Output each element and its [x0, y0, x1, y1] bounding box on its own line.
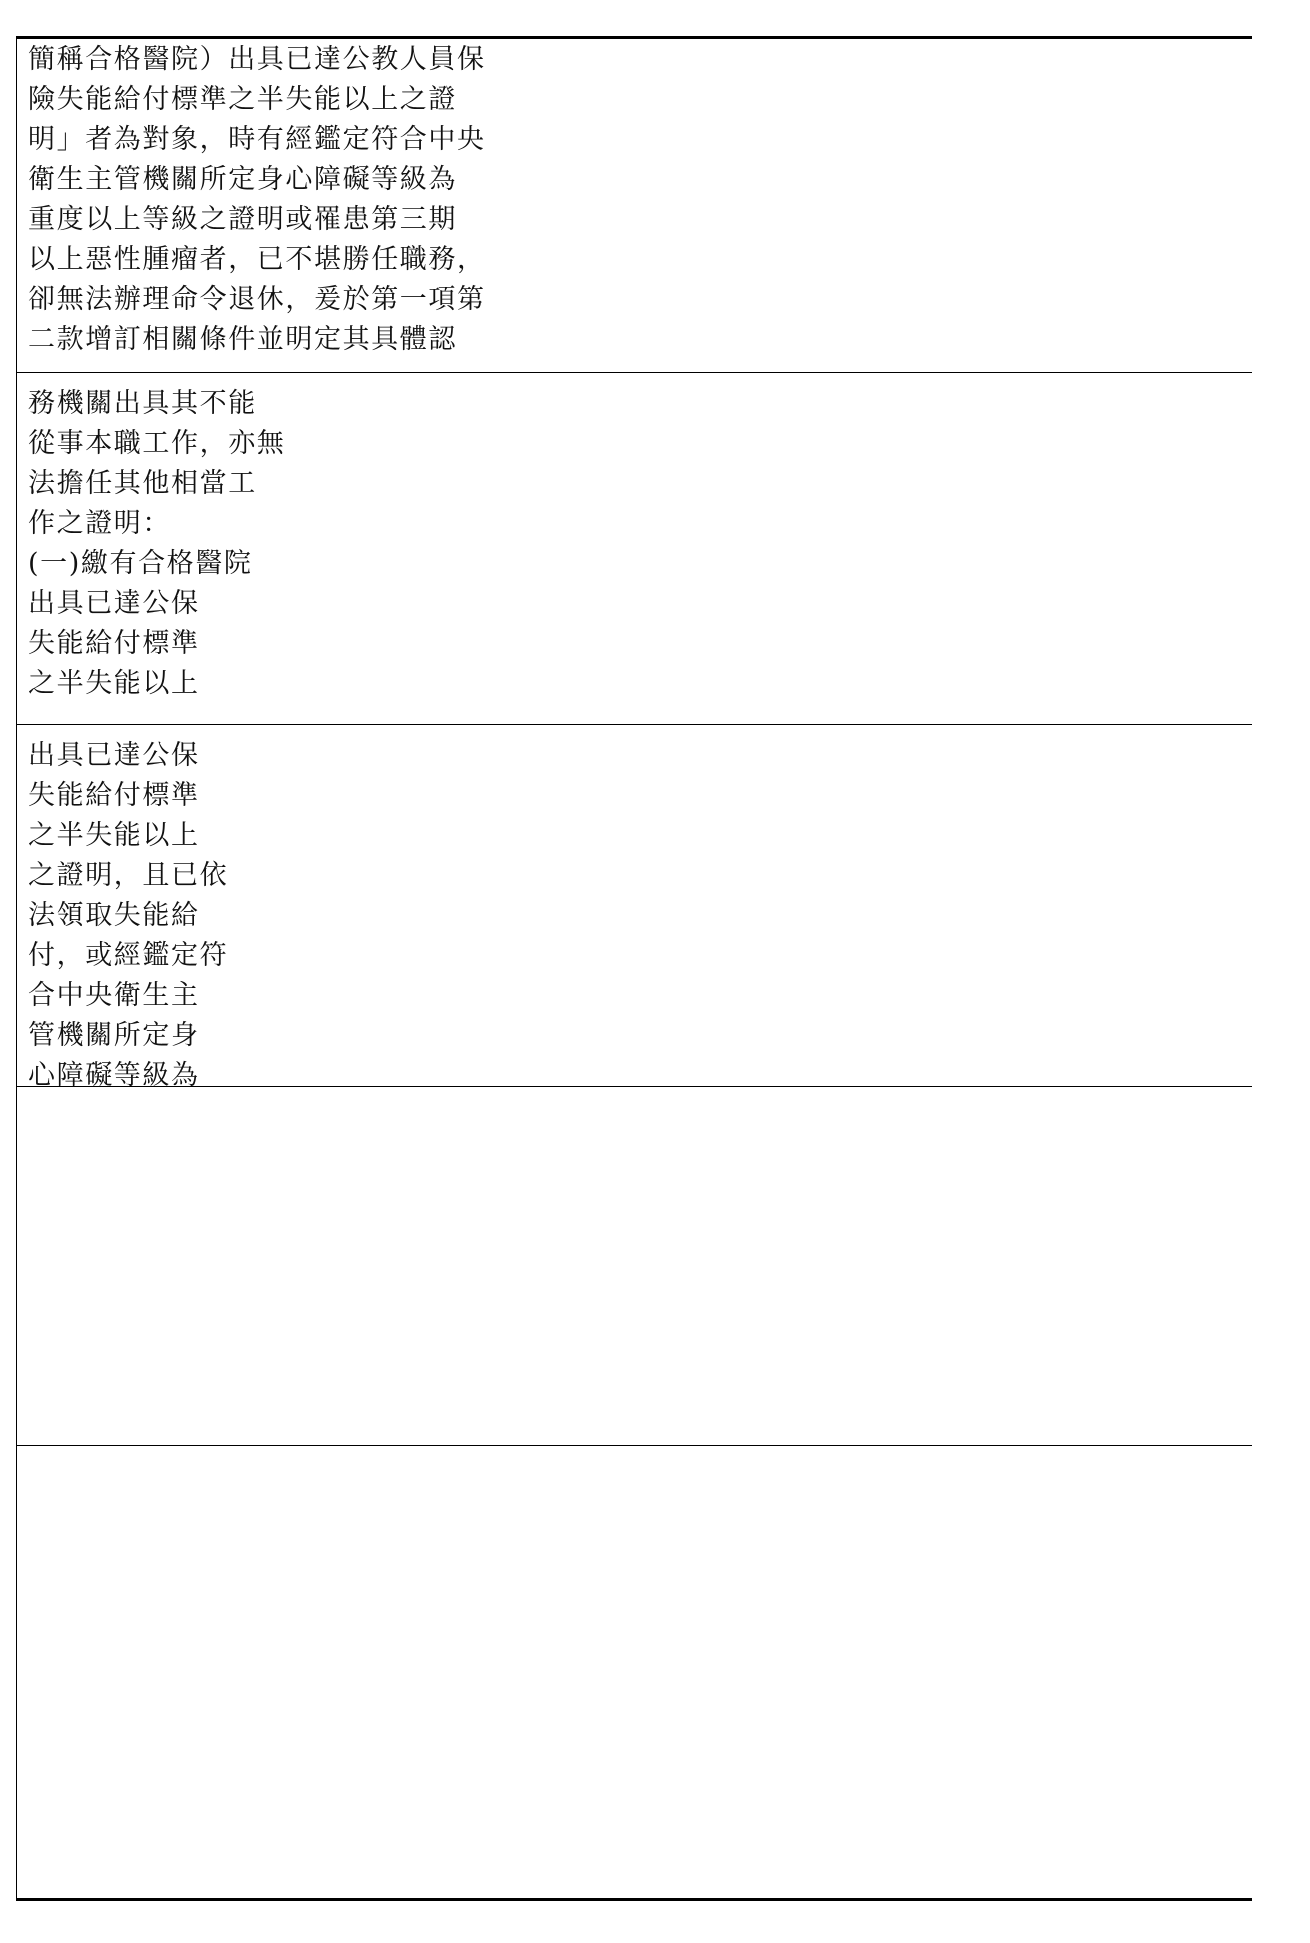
text-line: 法領取失能給	[28, 900, 200, 931]
text-line: (一)繳有合格醫院	[28, 548, 253, 579]
top-border	[16, 36, 1252, 39]
text-line: 失能給付標準	[28, 780, 200, 811]
text-line: 付，或經鑑定符	[28, 940, 229, 971]
text-line: 險失能給付標準之半失能以上之證	[28, 84, 457, 115]
bottom-border	[16, 1898, 1252, 1901]
text-line: 出具已達公保	[28, 740, 200, 771]
text-line: 管機關所定身	[28, 1020, 200, 1051]
text-line: 從事本職工作，亦無	[28, 428, 286, 459]
left-border	[16, 36, 17, 1901]
text-line: 心障礙等級為	[28, 1060, 200, 1091]
text-line: 作之證明：	[28, 508, 171, 539]
text-line: 明」者為對象，時有經鑑定符合中央	[28, 124, 486, 155]
text-line: 卻無法辦理命令退休，爰於第一項第	[28, 284, 486, 315]
text-line: 務機關出具其不能	[28, 388, 257, 419]
text-line: 重度以上等級之證明或罹患第三期	[28, 204, 457, 235]
text-line: 二款增訂相關條件並明定其具體認	[28, 324, 457, 355]
row-divider	[16, 724, 1252, 725]
text-line: 之半失能以上	[28, 668, 200, 699]
text-line: 簡稱合格醫院）出具已達公教人員保	[28, 44, 486, 75]
row-divider	[16, 372, 1252, 373]
text-line: 之證明，且已依	[28, 860, 229, 891]
text-line: 合中央衛生主	[28, 980, 200, 1011]
text-line: 失能給付標準	[28, 628, 200, 659]
text-line: 出具已達公保	[28, 588, 200, 619]
text-line: 之半失能以上	[28, 820, 200, 851]
text-column-current	[28, 388, 1228, 699]
text-line: 衛生主管機關所定身心障礙等級為	[28, 164, 457, 195]
text-line: 法擔任其他相當工	[28, 468, 257, 499]
text-column-explanation	[28, 44, 1228, 355]
row-divider	[16, 1445, 1252, 1446]
text-line: 以上惡性腫瘤者，已不堪勝任職務，	[28, 244, 486, 275]
text-column-proposed	[28, 740, 1228, 1091]
